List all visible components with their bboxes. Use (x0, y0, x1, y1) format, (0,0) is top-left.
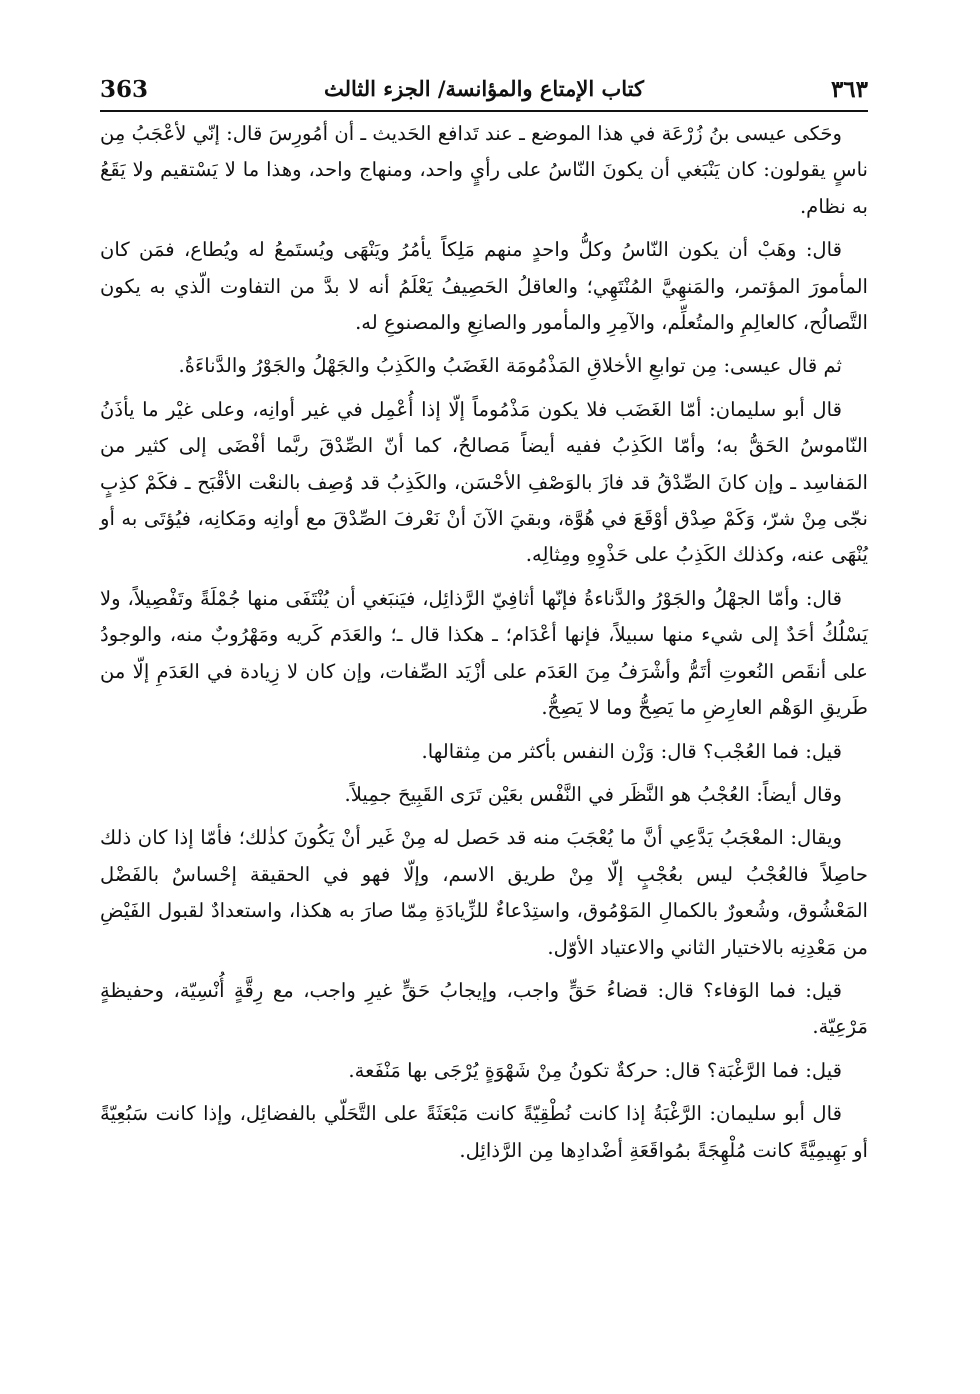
paragraph: قال أبو سليمان: الرَّغْبَةُ إذا كانت نُطْقِيّةً كانت مَبْعَثَةً على التَّحَلّي بالفضائِل، وإذا كانت سَبُعِيّةً أو بَهِيمِيَّةً كانت مُلْهِجَةً بمُواقَعَةِ أضْدادِها مِن الرَّذائِل. (100, 1102, 868, 1162)
paragraph: قيل: فما الرَّغْبَة؟ قال: حركةٌ تكونُ مِنْ شَهْوَةٍ يُرْجَى بها مَنْفَعة. (348, 1058, 842, 1082)
running-title: كتاب الإمتاع والمؤانسة/ الجزء الثالث (323, 76, 644, 101)
paragraph: وحَكى عيسى بنُ زُرْعَة في هذا الموضع ـ عند تَدافع الحَديث ـ أن أمُورِسَ قال: إنّي لأعْجَبُ مِن ناسٍ يقولون: كان يَنْبَغي أن يكونَ النّاسُ على رأيٍ واحد، ومنهاج واحد، وهذا ما لا يَسْتقيم ولا يَقَعُ به نظام. (100, 122, 868, 218)
paragraph: قيل: فما الوَفاء؟ قال: قضاءُ حَقٍّ واجب، وإيجابُ حَقٍّ غيرِ واجب، مع رِقَّةٍ أُنْسِيّة، وحفيظةٍ مَرْعِيّة. (100, 978, 868, 1039)
paragraph: ثم قال عيسى: مِن توابعِ الأخلاقِ المَذْمُومَة الغَضَبُ والكَذِبُ والجَهْلُ والجَوْرُ والدَّناءَةُ. (178, 354, 842, 378)
paragraph: ويقال: المعْجَبُ يَدَّعِي أنَّ ما يُعْجَبَ منه قد حَصل له مِنْ غَير أنْ يَكُونَ كذٰلك؛ فأمّا إذا كان ذلك حاصِلاً فالعُجْبُ ليس بعُجْبٍ إلّا مِنْ طريق الاسم، وإلّا فهو في الحقيقة إحْساسٌ بالفَضْل المَعْشُوق، وشُعورٌ بالكمالِ المَوْمُوق، واستِدْعاءٌ للزِّيادَةِ مِمّا صارَ به هكذا، واستعدادٌ لقبول الفَيْضِ من مَعْدِنِه بالاختيار الثاني والاعتياد الأوّل. (100, 826, 868, 959)
page-number-arabic: ٣٦٣ (830, 76, 868, 103)
paragraph: قيل: فما العُجْب؟ قال: وَزْن النفس بأكثر من مِثقالها. (421, 739, 842, 763)
page-header (100, 70, 868, 112)
paragraph: قال أبو سليمان: أمّا الغَضَب فلا يكون مَذْمُوماً إلّا إذا أُعْمِل في غير أوانِه، وعلى غيْر ما يأذَنُ النّاموسُ الحَقُّ به؛ وأمّا الكَذِبُ ففيه أيضاً مَصالحُ، كما أنّ الصِّدْقَ ربَّما أفْضَى إلى كثير من المَفاسِد ـ وإن كانَ الصِّدْقُ قد فازَ بالوَصْفِ الأحْسَن، والكَذِبُ قد وُصِف بالنعْت الأقْبَح ـ فكَمْ كذِبٍ نجّى مِنْ شرّ، وَكَمْ صِدْق أوْقَعَ في هُوَّة، وبقيَ الآنَ أنْ نَعْرفَ الصِّدْقَ مع أوانِه ومَكانِه، فيُؤتَى به أو يُنْهَى عنه، وكذلك الكَذِبُ على حَذْوِهِ ومِثالِه. (100, 397, 868, 567)
paragraph: قال: وهَبْ أن يكون النّاسُ وكلُّ واحدٍ منهم مَلِكاً يأمُرُ ويَنْهَى ويُستَمعُ له ويُطاع، فمَن كان المأمورَ المؤتمر، والمَنهِيَّ المُنْتَهِي؛ والعاقلُ الحَصِيفُ يَعْلَمُ أنه لا بدَّ من التفاوت الّذي به يكون التَّصالُح، كالعالِمِ والمتُعلِّم، والآمِرِ والمأمور والصانِعِ والمصنوعِ له. (100, 238, 868, 335)
book-page (100, 70, 868, 1370)
page-body (100, 116, 868, 1169)
paragraph: وقال أيضاً: العُجْبُ هو النَّظَر في النَّفْس بعَيْن تَرَى القَبِيحَ جمِيلاً. (344, 782, 842, 806)
paragraph: قال: وأمّا الجهْلُ والجَوْرُ والدَّناءةُ فإنّها أثافِيّ الرَّذائِل، فيَنبَغي أن يُنْتَفَى منها جُمْلَةً وتَفْصِيلاً، ولا يَسْلُكُ أحَدٌ إلى شيء منها سبيلاً، فإنها أعْدَام؛ ـ هكذا قال ـ؛ والعَدَم كَريه ومَهْرُوبٌ منه، والوجودُ على أنقَص النُعوتِ أتَمُّ وأشْرَفُ مِنَ العَدَم على أزْيَد الصِّفات، وإن كان لا زِيادة في العَدَمِ إلّا من طَريقِ الوَهْم العارِضِ ما يَصِحُّ وما لا يَصِحُّ. (100, 586, 868, 720)
page-number-latin: 363 (100, 76, 149, 103)
